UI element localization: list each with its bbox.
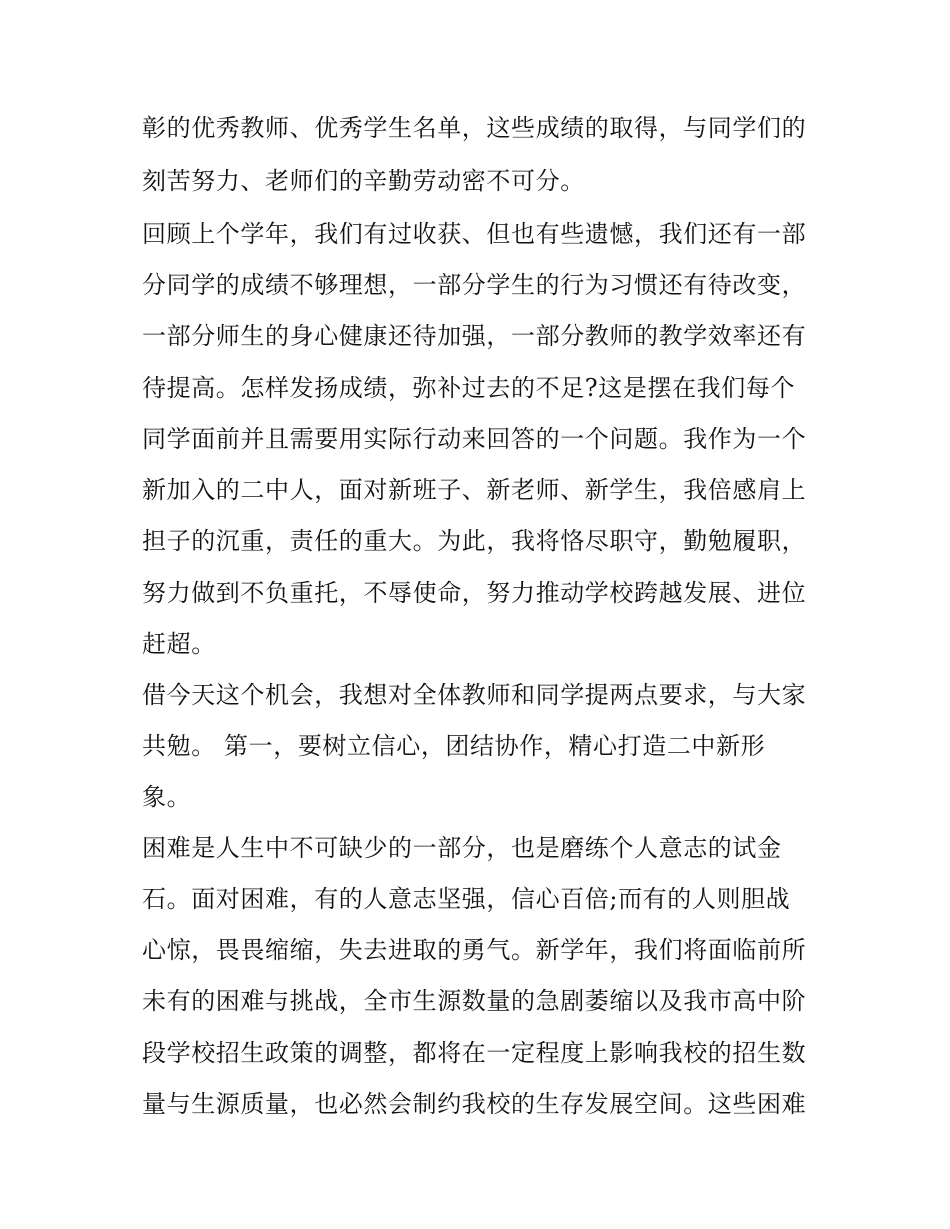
text-line: 段学校招生政策的调整，都将在一定程度上影响我校的招生数	[142, 1039, 807, 1067]
text-line: 回顾上个学年，我们有过收获、但也有些遗憾，我们还有一部	[142, 220, 807, 248]
text-line: 量与生源质量，也必然会制约我校的生存发展空间。这些困难	[142, 1090, 807, 1118]
text-line: 刻苦努力、老师们的辛勤劳动密不可分。	[142, 167, 585, 195]
text-line: 赶超。	[142, 630, 216, 658]
text-line: 心惊，畏畏缩缩，失去进取的勇气。新学年，我们将面临前所	[142, 936, 807, 964]
text-line: 同学面前并且需要用实际行动来回答的一个问题。我作为一个	[142, 425, 807, 453]
text-line: 待提高。怎样发扬成绩，弥补过去的不足?这是摆在我们每个	[142, 374, 796, 402]
text-line: 分同学的成绩不够理想，一部分学生的行为习惯还有待改变，	[142, 271, 807, 299]
text-line: 共勉。 第一，要树立信心，团结协作，精心打造二中新形	[142, 732, 766, 760]
text-line: 未有的困难与挑战，全市生源数量的急剧萎缩以及我市高中阶	[142, 987, 807, 1015]
text-line: 担子的沉重，责任的重大。为此，我将恪尽职守，勤勉履职，	[142, 527, 807, 555]
text-line: 困难是人生中不可缺少的一部分，也是磨练个人意志的试金	[142, 834, 782, 862]
text-line: 借今天这个机会，我想对全体教师和同学提两点要求，与大家	[142, 681, 807, 709]
text-line: 石。面对困难，有的人意志坚强，信心百倍;而有的人则胆战	[142, 885, 791, 913]
text-line: 努力做到不负重托，不辱使命，努力推动学校跨越发展、进位	[142, 579, 807, 607]
text-line: 彰的优秀教师、优秀学生名单，这些成绩的取得，与同学们的	[142, 114, 807, 142]
text-line: 一部分师生的身心健康还待加强，一部分教师的教学效率还有	[142, 322, 807, 350]
text-line: 新加入的二中人，面对新班子、新老师、新学生，我倍感肩上	[142, 476, 807, 504]
text-line: 象。	[142, 783, 192, 811]
